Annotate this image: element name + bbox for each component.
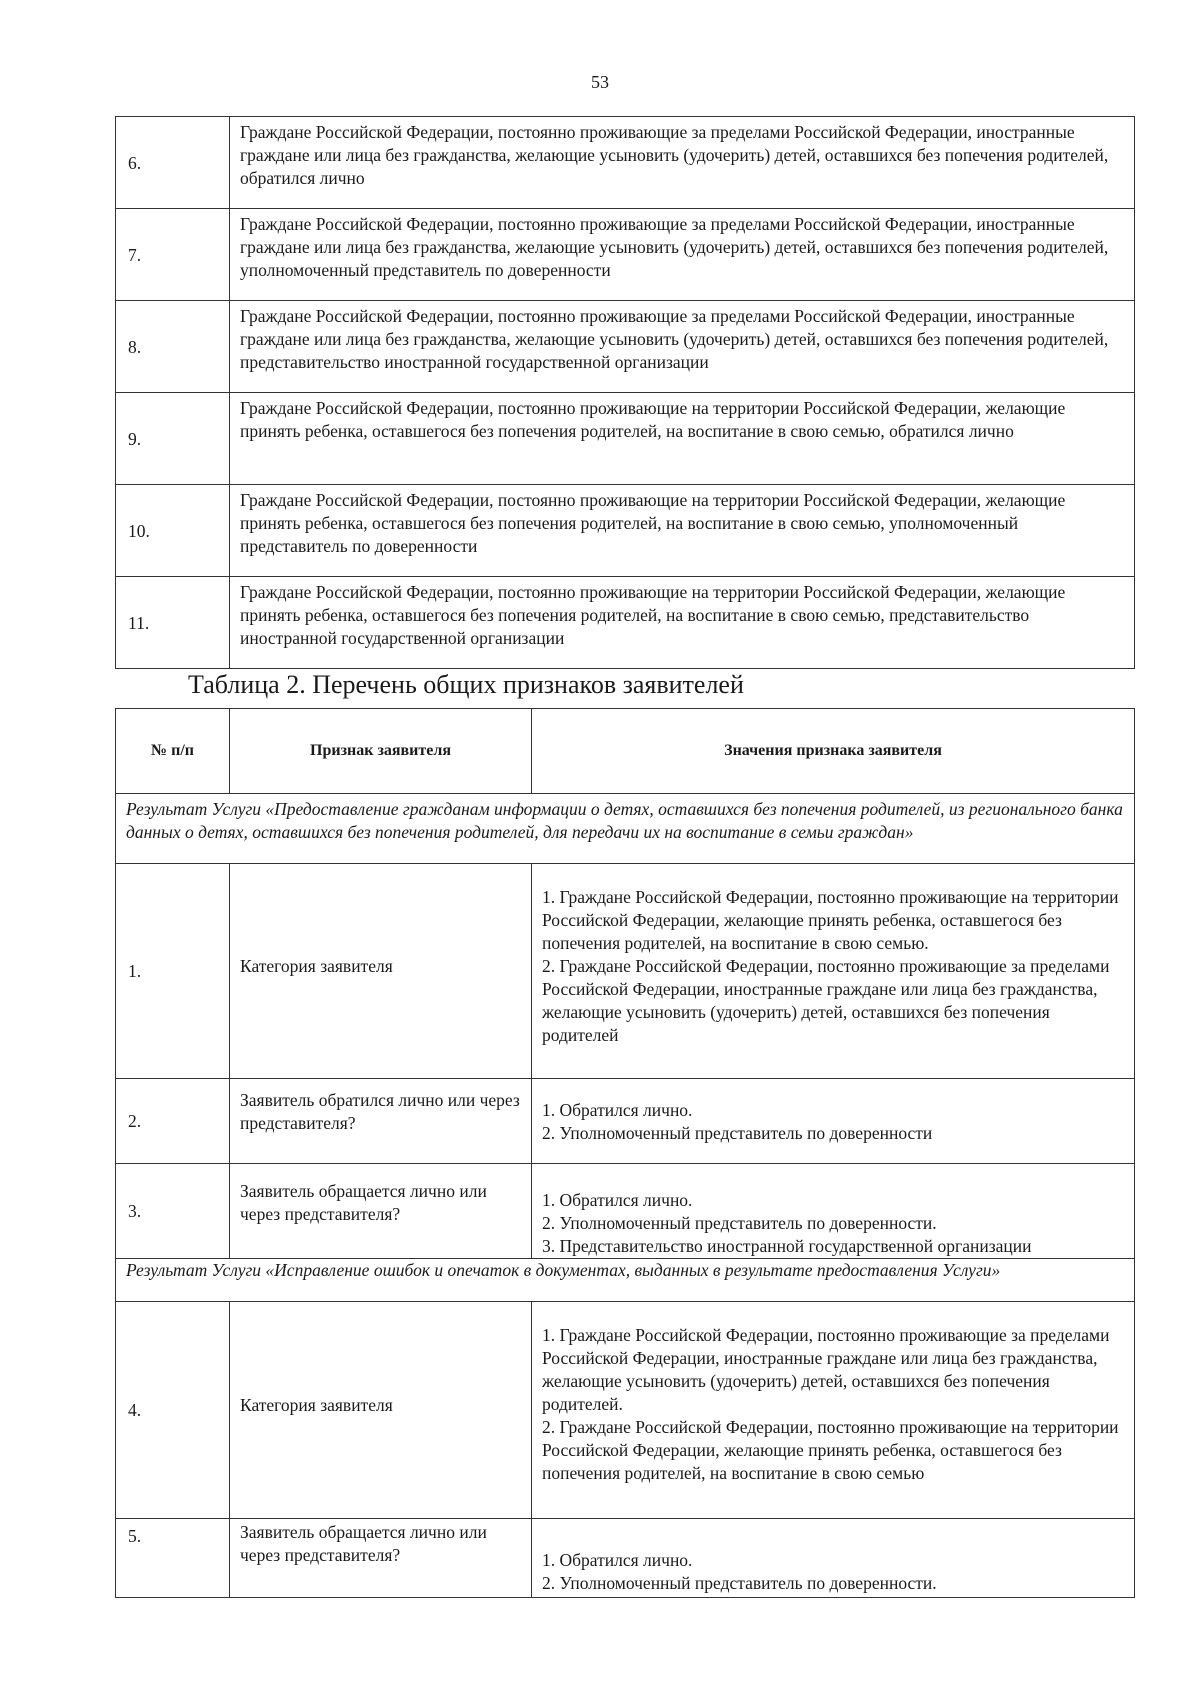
table-row — [116, 209, 1135, 301]
row-attribute: Заявитель обращается лично или через представителя? — [230, 1519, 532, 1598]
value-item: 1. Обратился лично. — [542, 1190, 693, 1210]
row-values — [532, 864, 1135, 1079]
row-values — [532, 1164, 1135, 1259]
applicant-attributes-table — [115, 708, 1135, 1598]
row-values — [532, 1302, 1135, 1519]
row-number: 4. — [116, 1302, 230, 1519]
section-row — [116, 794, 1135, 864]
row-number: 3. — [116, 1164, 230, 1259]
value-item: 2. Граждане Российской Федерации, постоянно проживающие за пределами Российской Федерации, иностранные граждане или лица без гражданства, желающие усыновить (удочерить) детей, оставшихся без попечения родителей — [542, 956, 1110, 1045]
section-title: Результат Услуги «Предоставление гражданам информации о детях, оставшихся без попечения родителей, из регионального банка данных о детях, оставшихся без попечения родителей, для передачи их на воспитание в семьи граждан» — [116, 794, 1135, 864]
row-attribute: Категория заявителя — [230, 1302, 532, 1519]
row-number: 11. — [116, 577, 230, 669]
row-attribute: Категория заявителя — [230, 864, 532, 1079]
table-row — [116, 117, 1135, 209]
table-row — [116, 1079, 1135, 1164]
row-attribute: Заявитель обратился лично или через представителя? — [230, 1079, 532, 1164]
value-item: 2. Уполномоченный представитель по доверенности. — [542, 1213, 937, 1233]
page-number: 53 — [591, 72, 609, 92]
applicants-variants-table — [115, 116, 1135, 669]
value-item: 1. Граждане Российской Федерации, постоянно проживающие на территории Российской Федерации, желающие принять ребенка, оставшегося без попечения родителей, на воспитание в свою семью. — [542, 887, 1119, 953]
row-number: 6. — [116, 117, 230, 209]
row-number: 5. — [116, 1519, 230, 1598]
table-row — [116, 1519, 1135, 1598]
row-number: 10. — [116, 485, 230, 577]
header-values: Значения признака заявителя — [532, 709, 1135, 794]
row-text: Граждане Российской Федерации, постоянно проживающие за пределами Российской Федерации, иностранные граждане или лица без гражданства, желающие усыновить (удочерить) детей, оставшихся без попечения родителей, представительство иностранной государственной организации — [230, 301, 1135, 393]
value-item: 3. Представительство иностранной государственной организации — [542, 1236, 1032, 1256]
section-row — [116, 1259, 1135, 1302]
table-row — [116, 1164, 1135, 1259]
table-header-row — [116, 709, 1135, 794]
row-number: 7. — [116, 209, 230, 301]
row-values — [532, 1079, 1135, 1164]
row-text: Граждане Российской Федерации, постоянно проживающие за пределами Российской Федерации, иностранные граждане или лица без гражданства, желающие усыновить (удочерить) детей, оставшихся без попечения родителей, обратился лично — [230, 117, 1135, 209]
table-row — [116, 864, 1135, 1079]
table-row — [116, 393, 1135, 485]
table-row — [116, 301, 1135, 393]
row-text: Граждане Российской Федерации, постоянно проживающие на территории Российской Федерации, желающие принять ребенка, оставшегося без попечения родителей, на воспитание в свою семью, уполномоченный представитель по доверенности — [230, 485, 1135, 577]
row-number: 8. — [116, 301, 230, 393]
table-caption: Таблица 2. Перечень общих признаков заявителей — [188, 670, 744, 699]
value-item: 1. Обратился лично. — [542, 1100, 693, 1120]
value-item: 1. Обратился лично. — [542, 1550, 693, 1570]
row-text: Граждане Российской Федерации, постоянно проживающие за пределами Российской Федерации, иностранные граждане или лица без гражданства, желающие усыновить (удочерить) детей, оставшихся без попечения родителей, уполномоченный представитель по доверенности — [230, 209, 1135, 301]
value-item: 2. Граждане Российской Федерации, постоянно проживающие на территории Российской Федерации, желающие принять ребенка, оставшегося без попечения родителей, на воспитание в свою семью — [542, 1417, 1119, 1483]
value-item: 2. Уполномоченный представитель по доверенности. — [542, 1573, 937, 1593]
header-number: № п/п — [116, 709, 230, 794]
row-text: Граждане Российской Федерации, постоянно проживающие на территории Российской Федерации, желающие принять ребенка, оставшегося без попечения родителей, на воспитание в свою семью, представительство иностранной государственной организации — [230, 577, 1135, 669]
value-item: 2. Уполномоченный представитель по доверенности — [542, 1123, 933, 1143]
table-row — [116, 485, 1135, 577]
row-values — [532, 1519, 1135, 1598]
row-attribute: Заявитель обращается лично или через представителя? — [230, 1164, 532, 1259]
row-number: 2. — [116, 1079, 230, 1164]
table-row — [116, 1302, 1135, 1519]
row-number: 1. — [116, 864, 230, 1079]
row-text: Граждане Российской Федерации, постоянно проживающие на территории Российской Федерации, желающие принять ребенка, оставшегося без попечения родителей, на воспитание в свою семью, обратился лично — [230, 393, 1135, 485]
header-attribute: Признак заявителя — [230, 709, 532, 794]
table-row — [116, 577, 1135, 669]
row-number: 9. — [116, 393, 230, 485]
value-item: 1. Граждане Российской Федерации, постоянно проживающие за пределами Российской Федерации, иностранные граждане или лица без гражданства, желающие усыновить (удочерить) детей, оставшихся без попечения родителей. — [542, 1325, 1110, 1414]
section-title: Результат Услуги «Исправление ошибок и опечаток в документах, выданных в результате предоставления Услуги» — [116, 1259, 1135, 1302]
